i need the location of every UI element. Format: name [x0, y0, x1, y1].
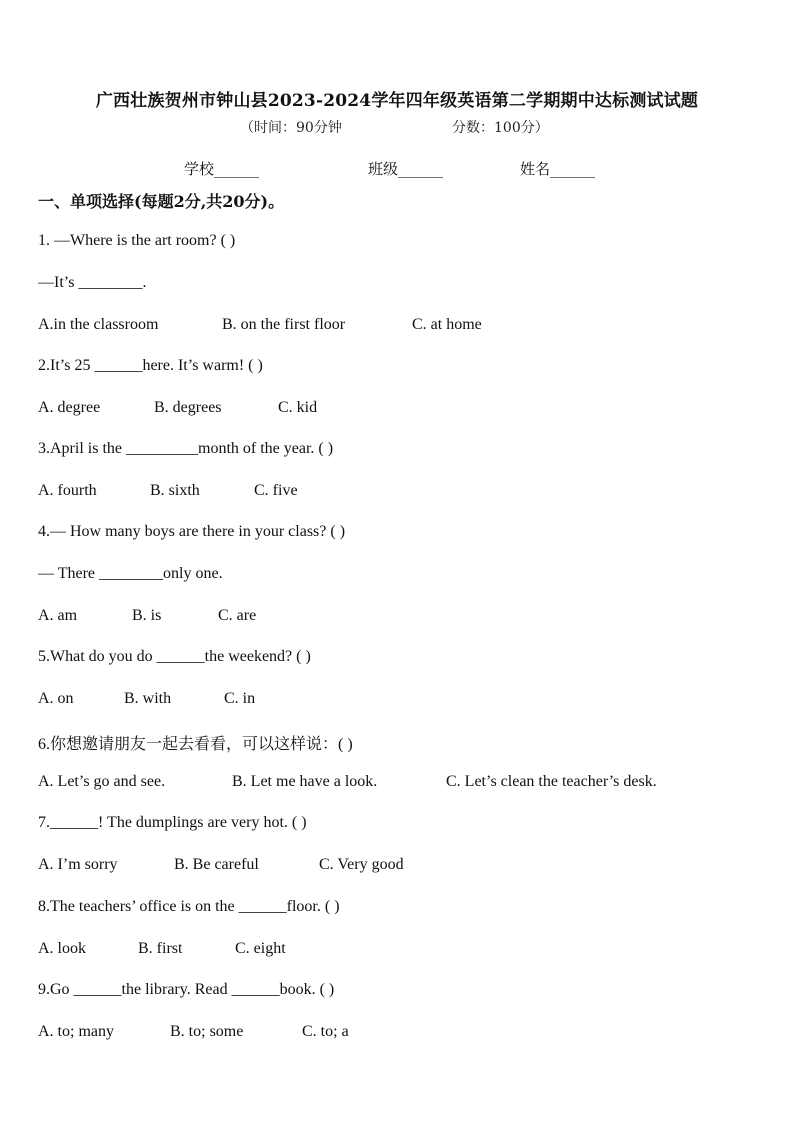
option-c: C. are: [218, 607, 257, 624]
school-field: 学校______: [184, 160, 260, 178]
class-field: 班级______: [368, 160, 444, 178]
option-a: A. am: [38, 607, 78, 624]
option-c: C. eight: [235, 940, 286, 957]
option-a: A. on: [38, 690, 74, 707]
option-c: C. Let’s clean the teacher’s desk.: [446, 773, 657, 790]
question-7-stem: 7.______! The dumplings are very hot. ( ): [38, 814, 307, 831]
question-9-options: [38, 1023, 349, 1041]
question-7-options: [38, 856, 404, 874]
question-2-stem: 2.It’s 25 ______here. It’s warm! ( ): [38, 357, 263, 374]
question-4-answer-line: — There ________only one.: [38, 565, 223, 582]
question-1-options: [38, 316, 482, 334]
page-title: 广西壮族贺州市钟山县2023-2024学年四年级英语第二学期期中达标测试试题: [95, 91, 699, 111]
question-8-options: [38, 940, 286, 958]
option-a: A. to; many: [38, 1023, 114, 1040]
option-c: C. kid: [278, 399, 318, 416]
question-6-options: [38, 773, 657, 791]
option-b: B. to; some: [170, 1023, 244, 1040]
option-b: B. on the first floor: [222, 316, 346, 333]
option-b: B. Be careful: [174, 856, 259, 873]
option-b: B. Let me have a look.: [232, 773, 378, 790]
question-4-stem: 4.— How many boys are there in your class? ( ): [38, 523, 346, 540]
question-9-stem: 9.Go ______the library. Read ______book. ( ): [38, 981, 335, 998]
question-8-stem: 8.The teachers’ office is on the ______floor. ( ): [38, 898, 340, 915]
option-b: B. sixth: [150, 482, 200, 499]
option-a: A. Let’s go and see.: [38, 773, 166, 790]
name-field: 姓名______: [520, 160, 596, 178]
option-b: B. first: [138, 940, 183, 957]
option-a: A. I’m sorry: [38, 856, 118, 873]
option-b: B. with: [124, 690, 172, 707]
option-c: C. in: [224, 690, 256, 707]
option-c: C. to; a: [302, 1023, 349, 1040]
exam-time: （时间：90分钟: [240, 120, 342, 136]
option-c: C. five: [254, 482, 298, 499]
question-1-answer-line: —It’s ________.: [38, 274, 147, 291]
exam-score: 分数：100分）: [452, 120, 549, 136]
question-3-options: [38, 482, 298, 500]
question-2-options: [38, 399, 317, 417]
question-6-stem: 6.你想邀请朋友一起去看看，可以这样说：( ): [38, 736, 353, 753]
option-c: C. Very good: [319, 856, 404, 873]
question-3-stem: 3.April is the _________month of the year. ( ): [38, 440, 334, 457]
option-a: A.in the classroom: [38, 316, 159, 333]
question-1-stem: 1. —Where is the art room? ( ): [38, 232, 236, 249]
question-4-options: [38, 607, 256, 625]
option-c: C. at home: [412, 316, 482, 333]
option-a: A. look: [38, 940, 86, 957]
section-heading: 一、单项选择(每题2分,共20分)。: [38, 192, 285, 211]
question-5-options: [38, 690, 255, 708]
option-a: A. degree: [38, 399, 101, 416]
option-b: B. is: [132, 607, 162, 624]
question-5-stem: 5.What do you do ______the weekend? ( ): [38, 648, 311, 665]
option-b: B. degrees: [154, 399, 222, 416]
option-a: A. fourth: [38, 482, 97, 499]
